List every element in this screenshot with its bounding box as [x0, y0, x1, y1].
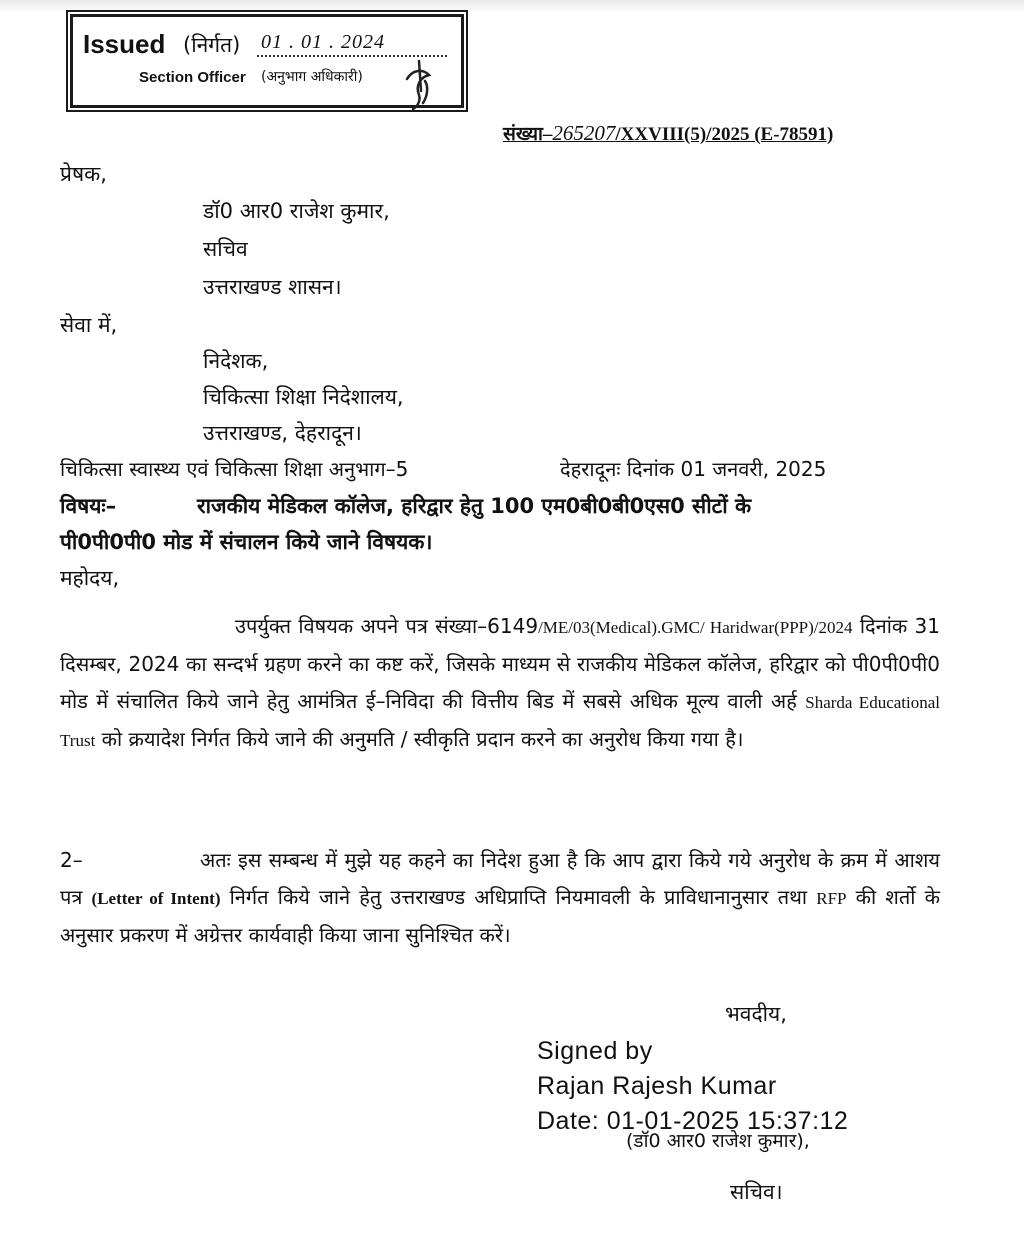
- closing-designation: सचिव।: [730, 1180, 783, 1204]
- subject-line-2: पी0पी0पी0 मोड में संचालन किये जाने विषयक।: [60, 530, 433, 554]
- stamp-date: 01 . 01 . 2024: [261, 31, 385, 53]
- trust-name: Sharda Educational Trust: [60, 693, 940, 750]
- stamp-officer: Section Officer: [139, 69, 246, 86]
- stamp-officer-hindi: (अनुभाग अधिकारी): [261, 69, 363, 85]
- reference-suffix: /XXVIII(5)/2025 (E-78591): [615, 124, 834, 145]
- reference-number: [503, 120, 833, 146]
- sender-designation: सचिव: [203, 237, 248, 261]
- recipient-title: निदेशक,: [203, 349, 269, 373]
- issued-stamp: [70, 14, 464, 108]
- signer-name-hindi: (डॉ0 आर0 राजेश कुमार),: [626, 1130, 810, 1152]
- letter-of-intent: (Letter of Intent): [91, 889, 221, 908]
- stamp-initial-signature: [399, 51, 439, 111]
- para1-part1: उपर्युक्त विषयक अपने पत्र संख्या–6149: [235, 614, 539, 638]
- signed-by-label: Signed by: [537, 1037, 653, 1065]
- sender-name: डॉ0 आर0 राजेश कुमार,: [203, 199, 390, 223]
- para2-part3: की शर्तो के अनुसार प्रकरण में अग्रेत्तर कार्यवाही किया जाना सुनिश्चित करें।: [60, 885, 940, 947]
- para2-part1: अतः इस सम्बन्ध में मुझे यह कहने का निदेश हुआ है कि आप द्वारा किये गये अनुरोध के क्रम में आशय पत्र: [60, 848, 940, 909]
- subject-line-1: राजकीय मेडिकल कॉलेज, हरिद्वार हेतु 100 एम0बी0बी0एस0 सीटों के: [197, 494, 752, 518]
- recipient-label: सेवा में,: [60, 313, 118, 337]
- signature-date: Date: 01-01-2025 15:37:12: [537, 1107, 849, 1135]
- scan-edge: [0, 0, 1024, 14]
- para2-number: 2–: [60, 848, 83, 872]
- recipient-dept: चिकित्सा शिक्षा निदेशालय,: [203, 385, 404, 409]
- sender-label: प्रेषक,: [60, 162, 107, 186]
- subject-label: विषयः–: [60, 494, 117, 518]
- reference-prefix: संख्या–: [503, 124, 553, 145]
- para1-part3: को क्रयादेश निर्गत किये जाने की अनुमति / स्वीकृति प्रदान करने का अनुरोध किया गया है।: [95, 727, 744, 751]
- section-name: चिकित्सा स्वास्थ्य एवं चिकित्सा शिक्षा अनुभाग–5: [60, 457, 409, 481]
- recipient-place: उत्तराखण्ड, देहरादून।: [203, 421, 362, 445]
- salutation: महोदय,: [60, 566, 120, 590]
- paragraph-2: [60, 842, 940, 954]
- place-date: देहरादूनः दिनांक 01 जनवरी, 2025: [560, 457, 827, 481]
- para1-letter-ref: /ME/03(Medical).GMC/ Haridwar(PPP)/2024: [538, 618, 853, 637]
- stamp-issued-label: Issued: [83, 29, 166, 59]
- yours-faithfully: भवदीय,: [725, 1002, 787, 1026]
- signer-name: Rajan Rajesh Kumar: [537, 1072, 777, 1100]
- paragraph-1: [60, 608, 940, 759]
- para2-part2: निर्गत किये जाने हेतु उत्तराखण्ड अधिप्राप्ति नियमावली के प्राविधानानुसार तथा: [220, 885, 817, 909]
- rfp-label: RFP: [816, 889, 847, 908]
- sender-office: उत्तराखण्ड शासन।: [203, 275, 342, 299]
- reference-handwritten-no: 265207: [552, 121, 616, 145]
- stamp-issued-hindi: (निर्गत): [183, 33, 241, 57]
- para1-part2: दिनांक 31 दिसम्बर, 2024 का सन्दर्भ ग्रहण करने का कष्ट करें, जिसके माध्यम से राजकीय मेडिकल कॉलेज, हरिद्वार को पी0पी0पी0 मोड में संचालित किये जाने हेतु आमंत्रित ई–निविदा की वित्तीय बिड में सबसे अधिक मूल्य वाली अर्ह: [60, 614, 941, 713]
